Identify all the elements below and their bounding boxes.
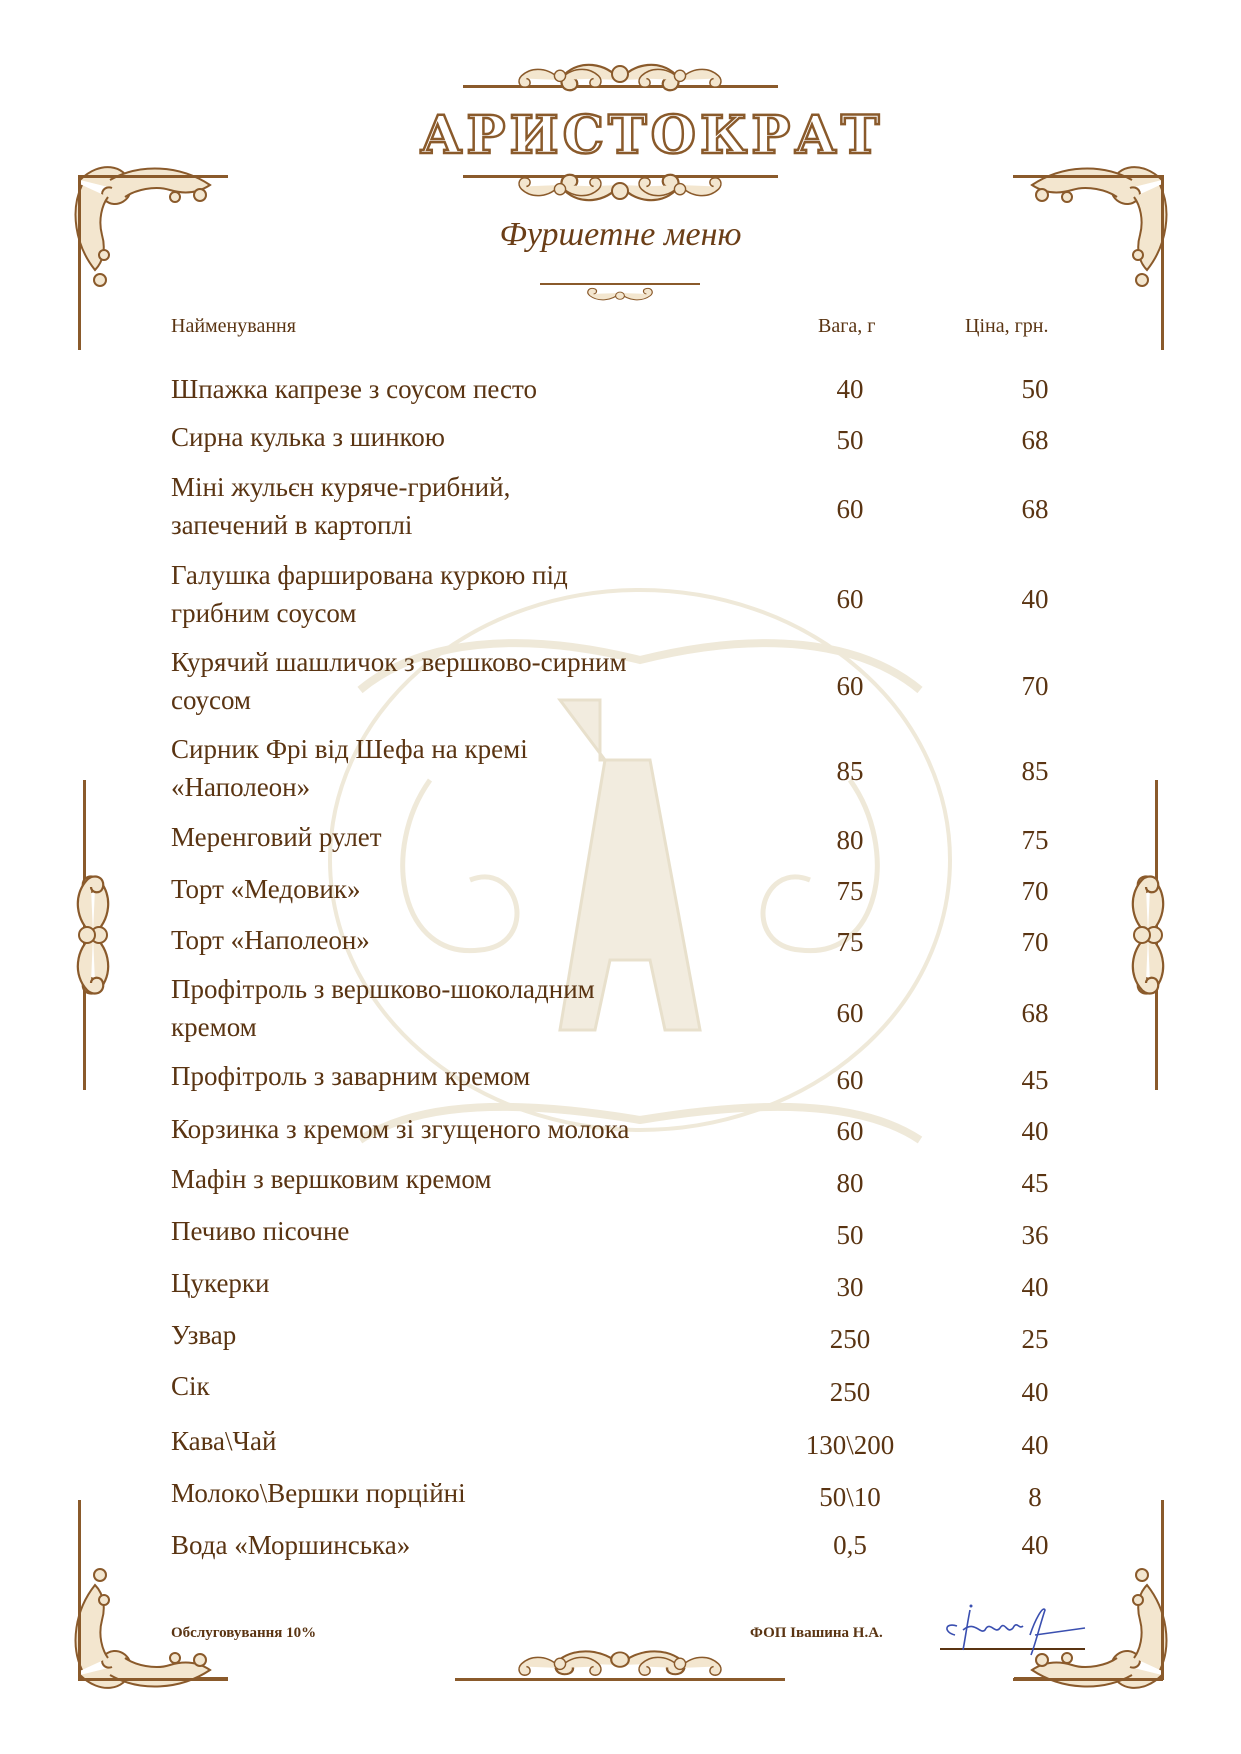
- item-weight: 60: [836, 671, 864, 701]
- item-name: Сік: [171, 1371, 210, 1401]
- item-weight: 50: [836, 1220, 864, 1250]
- item-weight: 50\10: [819, 1482, 881, 1512]
- item-price: 45: [1021, 1065, 1049, 1095]
- item-name: Печиво пісочне: [171, 1216, 350, 1246]
- item-weight: 60: [836, 494, 864, 524]
- item-weight: 80: [836, 825, 864, 855]
- subtitle-divider-ornament: [540, 283, 700, 300]
- item-price: 70: [1021, 671, 1049, 701]
- item-price: 36: [1021, 1220, 1049, 1250]
- brand-logo: [420, 60, 884, 190]
- item-name-line1: Курячий шашличок з вершково-сирним: [171, 647, 627, 677]
- side-ornament-right: [1133, 780, 1163, 1090]
- item-weight: 250: [829, 1324, 871, 1354]
- item-weight: 60: [836, 1065, 864, 1095]
- item-price: 70: [1021, 927, 1049, 957]
- item-weight: 40: [836, 374, 864, 404]
- item-price: 85: [1021, 756, 1049, 786]
- item-name: Сирна кулька з шинкою: [171, 422, 445, 452]
- item-weight: 75: [836, 927, 864, 957]
- logo-text: АРИСТОКРАТ: [420, 105, 884, 166]
- item-name-line1: Профітроль з вершково-шоколадним: [171, 974, 595, 1004]
- item-price: 68: [1021, 998, 1049, 1028]
- signature-icon: [935, 1600, 1095, 1660]
- side-ornament-left: [78, 780, 108, 1090]
- item-price: 40: [1021, 1530, 1049, 1560]
- item-price: 40: [1021, 1116, 1049, 1146]
- item-price: 75: [1021, 825, 1049, 855]
- item-price: 40: [1021, 1272, 1049, 1302]
- item-price: 40: [1021, 1377, 1049, 1407]
- item-weight: 60: [836, 998, 864, 1028]
- item-name: Шпажка капрезе з соусом песто: [171, 374, 537, 404]
- item-price: 25: [1021, 1324, 1049, 1354]
- item-name-line2: запечений в картоплі: [171, 510, 413, 540]
- owner-name: ФОП Івашина Н.А.: [750, 1625, 883, 1641]
- item-weight: 75: [836, 876, 864, 906]
- item-name: Торт «Медовик»: [171, 874, 361, 904]
- header-price: Ціна, грн.: [965, 315, 1049, 337]
- item-name: Профітроль з заварним кремом: [171, 1061, 531, 1091]
- item-name: Корзинка з кремом зі згущеного молока: [171, 1114, 630, 1144]
- item-name-line1: Міні жульєн куряче-грибний,: [171, 472, 511, 502]
- menu-subtitle: Фуршетне меню: [499, 216, 742, 253]
- item-name-line2: соусом: [171, 685, 252, 715]
- item-price: 45: [1021, 1168, 1049, 1198]
- item-name: Торт «Наполеон»: [171, 925, 370, 955]
- item-weight: 85: [836, 756, 864, 786]
- item-name: Узвар: [171, 1320, 237, 1350]
- item-price: 8: [1028, 1482, 1042, 1512]
- item-name: Вода «Моршинська»: [171, 1530, 411, 1560]
- item-name-line1: Сирник Фрі від Шефа на кремі: [171, 734, 528, 764]
- item-weight: 250: [829, 1377, 871, 1407]
- item-price: 40: [1021, 584, 1049, 614]
- item-name: Цукерки: [171, 1268, 270, 1298]
- item-price: 68: [1021, 494, 1049, 524]
- service-charge-note: Обслуговування 10%: [171, 1625, 317, 1641]
- item-name: Меренговий рулет: [171, 822, 382, 852]
- item-price: 68: [1021, 425, 1049, 455]
- item-name: Кава\Чай: [171, 1426, 277, 1456]
- item-name: Мафін з вершковим кремом: [171, 1164, 492, 1194]
- item-weight: 80: [836, 1168, 864, 1198]
- item-name-line2: «Наполеон»: [171, 772, 311, 802]
- item-weight: 60: [836, 1116, 864, 1146]
- item-name-line2: грибним соусом: [171, 598, 357, 628]
- header-name: Найменування: [171, 315, 296, 337]
- bottom-center-ornament: [455, 1651, 785, 1681]
- item-name-line1: Галушка фарширована куркою під: [171, 560, 568, 590]
- item-weight: 50: [836, 425, 864, 455]
- header-weight: Вага, г: [818, 315, 876, 337]
- item-weight: 130\200: [805, 1430, 895, 1460]
- item-weight: 30: [836, 1272, 864, 1302]
- item-price: 40: [1021, 1430, 1049, 1460]
- item-name-line2: кремом: [171, 1012, 257, 1042]
- item-weight: 60: [836, 584, 864, 614]
- item-weight: 0,5: [833, 1530, 867, 1560]
- item-name: Молоко\Вершки порційні: [171, 1478, 466, 1508]
- item-price: 50: [1021, 374, 1049, 404]
- item-price: 70: [1021, 876, 1049, 906]
